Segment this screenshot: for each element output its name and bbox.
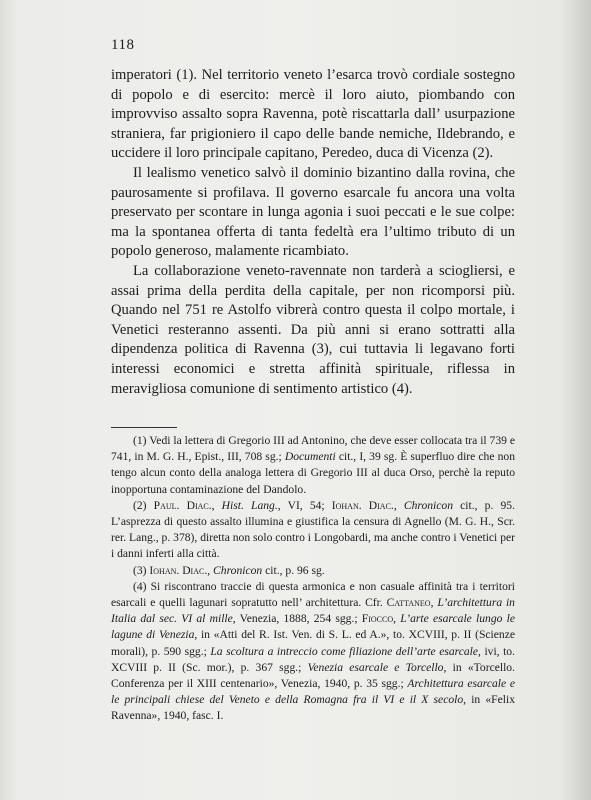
footnote-4-author-2: Fiocco	[361, 612, 394, 626]
footnote-3-text-e: cit., p. 96 sg.	[262, 563, 325, 577]
footnote-4-text-m: , in «Torcello. Conferenza per il XIII centenario», Venezia, 1940, p. 35 sgg.;	[111, 660, 515, 691]
footnotes	[111, 433, 515, 725]
footnote-1	[111, 433, 515, 498]
footnote-separator	[111, 427, 177, 428]
footnote-4-text-c: ,	[430, 596, 438, 610]
footnote-2-text-g: ,	[393, 498, 404, 512]
footnote-3	[111, 563, 515, 579]
footnote-2-author-2: Iohan. Diac.	[331, 498, 394, 512]
footnote-4-text-g: ,	[393, 612, 401, 626]
footnote-4-author-1: Cattaneo	[386, 596, 431, 610]
footnote-4-text-i: , in «Atti del R. Ist. Ven. di S. L. ed A.», to. XCVIII, p. II (Scienze morali), p. 590 sgg.;	[111, 628, 515, 658]
footnote-2-text-c: ,	[211, 498, 222, 512]
footnote-1-title: Documenti	[284, 450, 336, 464]
footnote-2-text-e: , VI, 54;	[277, 498, 332, 512]
footnote-2-text-i: cit., p. 95. L’asprezza di questo assalto illumina e giustifica la censura di Agnello (M. G. H., Scr. rer. Lang., p. 378), diretta non solo contro i Longobardi, ma anche contro i Venetici per i danni inferti alla città.	[111, 498, 515, 561]
footnote-4-text-k: , ivi, to. XCVIII p. II (Sc. mor.), p. 367 sgg.;	[111, 644, 515, 674]
footnote-4-title-4: Venezia esarcale e Torcello	[307, 660, 444, 674]
paragraph-1: imperatori (1). Nel territorio veneto l’esarca trovò cordiale sostegno di popolo e di esercito: mercè il loro aiuto, piombando con improvviso assalto sopra Ravenna, potè riscattarla dall’ usurpazione straniera, far prigioniero il capo delle bande nemiche, Ildebrando, e uccidere il loro principale capitano, Peredeo, duca di Vicenza (2).	[111, 67, 515, 162]
footnote-4-title-2: L’arte esarcale lungo le lagune di Venezia	[111, 612, 515, 642]
paragraph-2: Il lealismo venetico salvò il dominio bizantino dalla rovina, che paurosamente si profilava. Il governo esarcale fu ancora una volta preservato per scontare in lunga agonia i suoi peccati e le sue colpe: ma la spontanea offerta di tanta fedeltà era l’ultimo tributo di un popolo generoso, malamente ricambiato.	[111, 164, 515, 260]
footnote-1-text-c: cit., I, 39 sg. È superfluo dire che non tengo alcun conto della analoga lettera di Gregorio III al duca Orso, perchè la reputo inopportuna contaminazione del Dandolo.	[111, 450, 515, 496]
footnote-2	[111, 498, 515, 563]
footnote-2-text-a: (2)	[133, 498, 154, 512]
footnote-3-title: Chronicon	[213, 563, 263, 577]
footnote-4-text-e: , Venezia, 1888, 254 sgg.;	[232, 612, 362, 626]
footnote-2-author-1: Paul. Diac.	[153, 498, 212, 512]
footnote-3-author: Iohan. Diac.	[149, 563, 208, 577]
footnote-4-title-1: L’architettura in Italia dal sec. VI al mille	[111, 596, 515, 626]
footnote-4-title-5: Architettura esarcale e le principali chiese del Veneto e della Romagna fra il VI e il X secolo	[111, 677, 515, 707]
page-number: 118	[111, 37, 135, 53]
footnote-4-text-a: (4) Si riscontrano traccie di questa armonica e non casuale affinità tra i territori esarcali e quelli lagunari sopratutto nell’ architettura. Cfr.	[111, 579, 515, 610]
paragraph-3: La collaborazione veneto-ravennate non tarderà a sciogliersi, e assai prima della perdita della capitale, per non ricomporsi più. Quando nel 751 re Astolfo vibrerà contro questa il colpo mortale, i Venetici resteranno assenti. Da più anni si erano sottratti alla dipendenza politica di Ravenna (3), cui tuttavia li legavano forti interessi economici e stretta affinità spirituale, riflessa in meravigliosa comunione di sentimento artistico (4).	[111, 262, 515, 397]
footnote-4	[111, 579, 515, 725]
footnote-3-text-a: (3)	[133, 563, 150, 577]
footnote-4-text-o: , in «Felix Ravenna», 1940, fasc. I.	[111, 693, 515, 723]
footnote-4-title-3: La scoltura a intreccio come filiazione dell’arte esarcale	[210, 644, 479, 658]
main-text	[111, 66, 515, 399]
footnote-2-title-1: Hist. Lang.	[221, 498, 278, 512]
footnote-2-title-2: Chronicon	[403, 498, 454, 512]
footnote-1-text-a: (1) Vedi la lettera di Gregorio III ad Antonino, che deve esser collocata tra il 739 e 741, in M. G. H., Epist., III, 708 sg.;	[111, 434, 515, 464]
footnote-3-text-c: ,	[207, 563, 214, 577]
